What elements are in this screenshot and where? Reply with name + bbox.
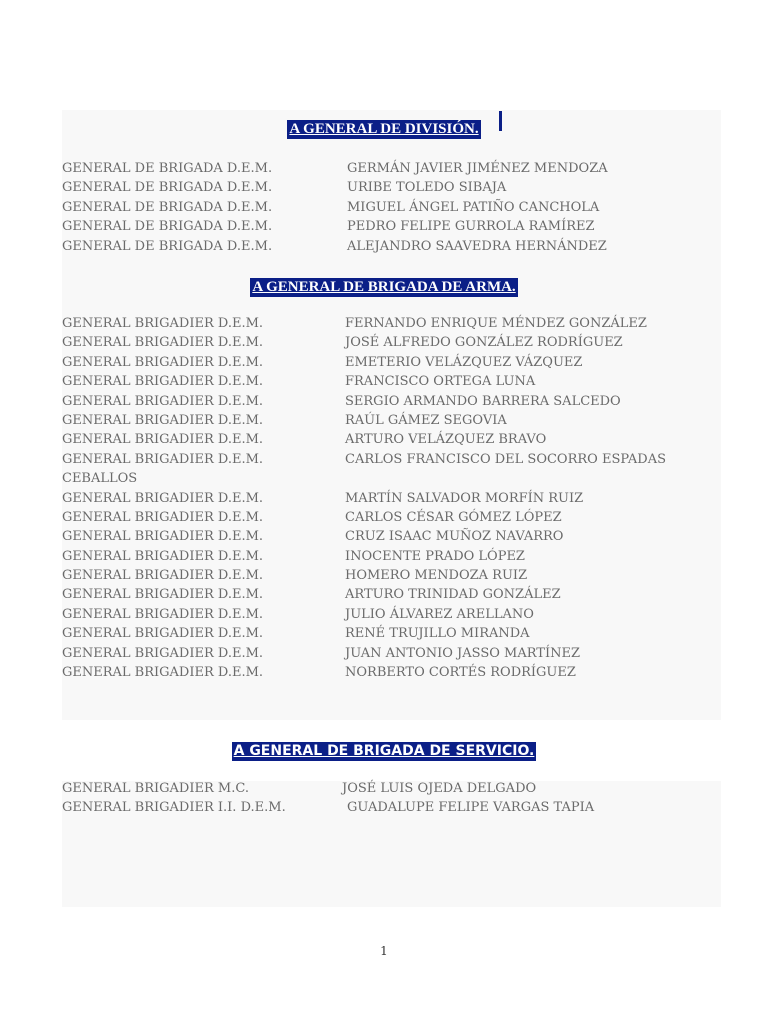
section-heading-text: A GENERAL DE BRIGADA DE ARMA.	[252, 279, 516, 295]
officer-name: GERMÁN JAVIER JIMÉNEZ MENDOZA	[347, 161, 608, 176]
officer-name: ARTURO TRINIDAD GONZÁLEZ	[345, 587, 561, 603]
page-number: 1	[380, 944, 388, 958]
officer-name: ARTURO VELÁZQUEZ BRAVO	[345, 432, 547, 448]
promotion-list-servicio	[62, 779, 722, 818]
officer-name: MIGUEL ÁNGEL PATIÑO CANCHOLA	[347, 199, 600, 215]
officer-name: NORBERTO CORTÉS RODRÍGUEZ	[345, 665, 576, 681]
officer-name: SERGIO ARMANDO BARRERA SALCEDO	[345, 393, 621, 409]
officer-name: CARLOS FRANCISCO DEL SOCORRO ESPADAS	[345, 451, 667, 467]
section-heading-servicio	[0, 740, 768, 761]
list-item	[62, 798, 722, 817]
officer-name: CRUZ ISAAC MUÑOZ NAVARRO	[345, 529, 564, 545]
rank-label: GENERAL BRIGADIER D.E.M.	[62, 354, 264, 370]
officer-name: FRANCISCO ORTEGA LUNA	[345, 374, 536, 390]
rank-label: GENERAL BRIGADIER D.E.M.	[62, 665, 264, 681]
officer-name: JUAN ANTONIO JASSO MARTÍNEZ	[345, 645, 580, 661]
list-item	[62, 411, 722, 430]
list-item	[62, 430, 722, 449]
rank-label: GENERAL BRIGADIER D.E.M.	[62, 412, 264, 428]
officer-name: FERNANDO ENRIQUE MÉNDEZ GONZÁLEZ	[345, 316, 647, 331]
list-item	[62, 585, 722, 604]
rank-label: GENERAL BRIGADIER D.E.M.	[62, 432, 264, 448]
rank-label: GENERAL BRIGADIER M.C.	[62, 781, 249, 796]
list-item	[62, 663, 722, 682]
promotion-list-arma	[62, 314, 722, 682]
section-heading-text: A GENERAL DE DIVISIÓN.	[289, 121, 479, 137]
rank-label: GENERAL BRIGADIER D.E.M.	[62, 393, 264, 409]
list-item-continuation	[62, 469, 722, 488]
officer-name: MARTÍN SALVADOR MORFÍN RUIZ	[345, 490, 584, 506]
rank-label: GENERAL DE BRIGADA D.E.M.	[62, 238, 273, 254]
officer-name: EMETERIO VELÁZQUEZ VÁZQUEZ	[345, 354, 583, 370]
officer-name: URIBE TOLEDO SIBAJA	[347, 180, 507, 196]
rank-label: GENERAL BRIGADIER D.E.M.	[62, 548, 264, 564]
list-item	[62, 392, 722, 411]
list-item	[62, 314, 722, 333]
rank-label: GENERAL DE BRIGADA D.E.M.	[62, 161, 273, 176]
officer-name: ALEJANDRO SAAVEDRA HERNÁNDEZ	[347, 238, 607, 254]
officer-name: PEDRO FELIPE GURROLA RAMÍREZ	[347, 219, 595, 235]
list-item	[62, 489, 722, 508]
promotion-list-division	[62, 159, 722, 256]
officer-name: INOCENTE PRADO LÓPEZ	[345, 548, 525, 564]
officer-name: JULIO ÁLVAREZ ARELLANO	[345, 606, 534, 622]
rank-label: GENERAL BRIGADIER D.E.M.	[62, 451, 264, 467]
list-item	[62, 198, 722, 217]
rank-label: GENERAL BRIGADIER D.E.M.	[62, 568, 264, 584]
name-continuation: CEBALLOS	[62, 471, 138, 487]
rank-label: GENERAL DE BRIGADA D.E.M.	[62, 180, 273, 196]
officer-name: GUADALUPE FELIPE VARGAS TAPIA	[347, 800, 595, 816]
list-item	[62, 333, 722, 352]
rank-label: GENERAL BRIGADIER D.E.M.	[62, 626, 264, 642]
officer-name: JOSÉ LUIS OJEDA DELGADO	[342, 781, 537, 796]
rank-label: GENERAL DE BRIGADA D.E.M.	[62, 219, 273, 235]
rank-label: GENERAL BRIGADIER D.E.M.	[62, 606, 264, 622]
rank-label: GENERAL BRIGADIER D.E.M.	[62, 587, 264, 603]
list-item	[62, 566, 722, 585]
officer-name: RAÚL GÁMEZ SEGOVIA	[345, 412, 507, 428]
officer-name: RENÉ TRUJILLO MIRANDA	[345, 626, 530, 642]
section-heading-division	[0, 118, 768, 139]
list-item	[62, 605, 722, 624]
rank-label: GENERAL BRIGADIER D.E.M.	[62, 374, 264, 390]
list-item	[62, 159, 722, 178]
list-item	[62, 237, 722, 256]
text-cursor	[499, 111, 502, 131]
rank-label: GENERAL BRIGADIER D.E.M.	[62, 509, 264, 525]
rank-label: GENERAL BRIGADIER D.E.M.	[62, 335, 264, 351]
list-item	[62, 217, 722, 236]
rank-label: GENERAL BRIGADIER D.E.M.	[62, 490, 264, 506]
rank-label: GENERAL BRIGADIER D.E.M.	[62, 316, 264, 331]
list-item	[62, 372, 722, 391]
officer-name: HOMERO MENDOZA RUIZ	[345, 568, 528, 584]
list-item	[62, 178, 722, 197]
officer-name: CARLOS CÉSAR GÓMEZ LÓPEZ	[345, 509, 562, 525]
list-item	[62, 779, 722, 798]
officer-name: JOSÉ ALFREDO GONZÁLEZ RODRÍGUEZ	[345, 335, 623, 351]
list-item	[62, 450, 722, 469]
rank-label: GENERAL BRIGADIER I.I. D.E.M.	[62, 800, 286, 816]
rank-label: GENERAL BRIGADIER D.E.M.	[62, 529, 264, 545]
list-item	[62, 527, 722, 546]
list-item	[62, 547, 722, 566]
section-heading-text: A GENERAL DE BRIGADA DE SERVICIO.	[233, 743, 535, 759]
list-item	[62, 624, 722, 643]
list-item	[62, 353, 722, 372]
list-item	[62, 644, 722, 663]
rank-label: GENERAL BRIGADIER D.E.M.	[62, 645, 264, 661]
list-item	[62, 508, 722, 527]
rank-label: GENERAL DE BRIGADA D.E.M.	[62, 199, 273, 215]
section-heading-arma	[0, 276, 768, 297]
